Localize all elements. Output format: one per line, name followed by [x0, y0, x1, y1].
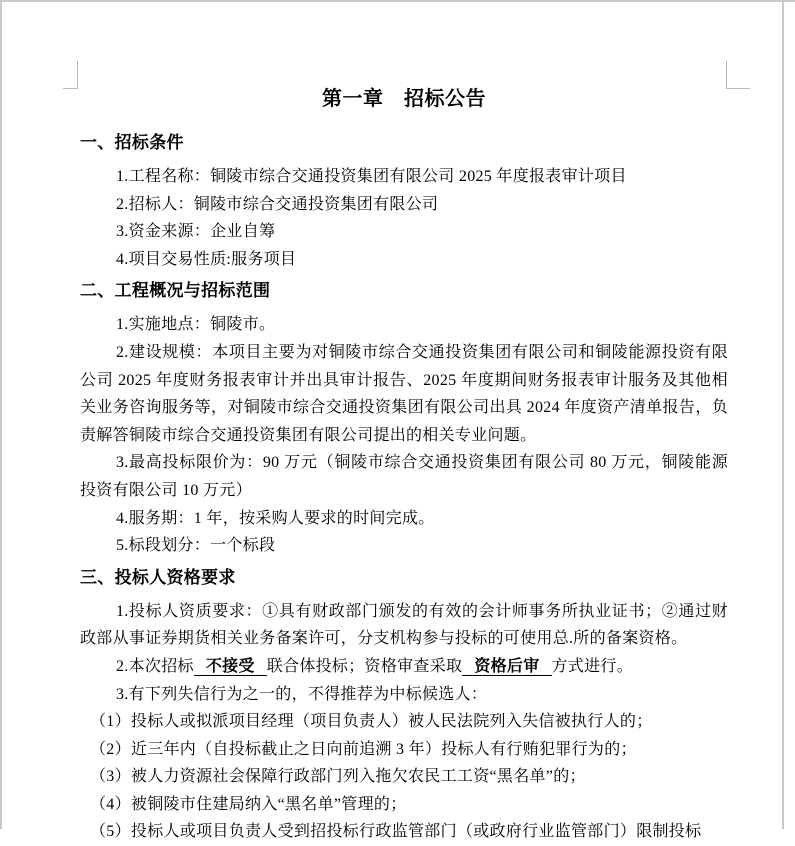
- paragraph-scale: 2.建设规模：本项目主要为对铜陵市综合交通投资集团有限公司和铜陵能源投资有限公司 2025 年度财务报表审计并出具审计报告、2025 年度期间财务报表审计服务及其他相关业务咨询服务等，对铜陵市综合交通投资集团有限公司出具 2024 年度资产清单报告，负责解答铜陵市综合交通投资集团有限公司提出的相关专业问题。: [80, 343, 728, 444]
- paragraph-dishonesty-item-5: （5）投标人或项目负责人受到招投标行政监管部门（或政府行业监管部门）限制投标: [90, 823, 702, 841]
- underlined-post-qualification: 资格后审: [462, 658, 551, 676]
- paragraph-dishonesty-item-1: （1）投标人或拟派项目经理（项目负责人）被人民法院列入失信被执行人的；: [90, 713, 653, 731]
- doc-title: 第一章 招标公告: [322, 88, 486, 110]
- paragraph-project-name: 1.工程名称：铜陵市综合交通投资集团有限公司 2025 年度报表审计项目: [116, 168, 627, 185]
- text-run-suffix: 方式进行。: [551, 657, 634, 675]
- margin-mark-top-right-horizontal: [726, 88, 750, 89]
- paragraph-lot-division: 5.标段划分：一个标段: [116, 537, 276, 555]
- paragraph-location: 1.实施地点：铜陵市。: [116, 316, 276, 334]
- margin-mark-top-left-vertical: [77, 61, 78, 88]
- underlined-not-accept: 不接受: [194, 658, 267, 676]
- margin-mark-top-right-vertical: [726, 61, 727, 88]
- text-run-prefix: 2.本次招标: [116, 657, 194, 675]
- text-run-middle: 联合体投标；资格审查采取: [266, 657, 463, 675]
- margin-mark-top-left-horizontal: [63, 88, 78, 89]
- paragraph-dishonesty-intro: 3.有下列失信行为之一的，不得推荐为中标候选人：: [116, 685, 488, 703]
- paragraph-price-limit: 3.最高投标限价为：90 万元（铜陵市综合交通投资集团有限公司 80 万元，铜陵能源投资有限公司 10 万元）: [80, 454, 728, 499]
- page-edge-left: [0, 0, 2, 829]
- document-page: [80, 86, 728, 846]
- paragraph-qualification: 1.投标人资质要求：①具有财政部门颁发的有效的会计师事务所执业证书；②通过财政部从事证券期货相关业务备案许可，分支机构参与投标的可使用总.所的备案资格。: [80, 602, 728, 648]
- paragraph-transaction-type: 4.项目交易性质:服务项目: [116, 250, 297, 268]
- section-heading-2: 二、工程概况与招标范围: [80, 281, 271, 301]
- paragraph-joint-bid-rule: [80, 653, 728, 681]
- paragraph-dishonesty-item-4: （4）被铜陵市住建局纳入“黑名单”管理的；: [90, 795, 407, 813]
- paragraph-dishonesty-item-2: （2）近三年内（自投标截止之日向前追溯 3 年）投标人有行贿犯罪行为的；: [90, 740, 637, 758]
- paragraph-service-period: 4.服务期：1 年，按采购人要求的时间完成。: [116, 509, 435, 527]
- section-heading-3: 三、投标人资格要求: [80, 567, 236, 587]
- section-heading-1: 一、招标条件: [80, 133, 184, 152]
- page-edge-right: [782, 0, 784, 829]
- paragraph-fund-source: 3.资金来源：企业自筹: [116, 223, 276, 241]
- paragraph-dishonesty-item-3: （3）被人力资源社会保障行政部门列入拖欠农民工工资“黑名单”的；: [90, 768, 586, 786]
- page-edge-top: [0, 0, 795, 2]
- paragraph-tenderer: 2.招标人：铜陵市综合交通投资集团有限公司: [116, 195, 439, 213]
